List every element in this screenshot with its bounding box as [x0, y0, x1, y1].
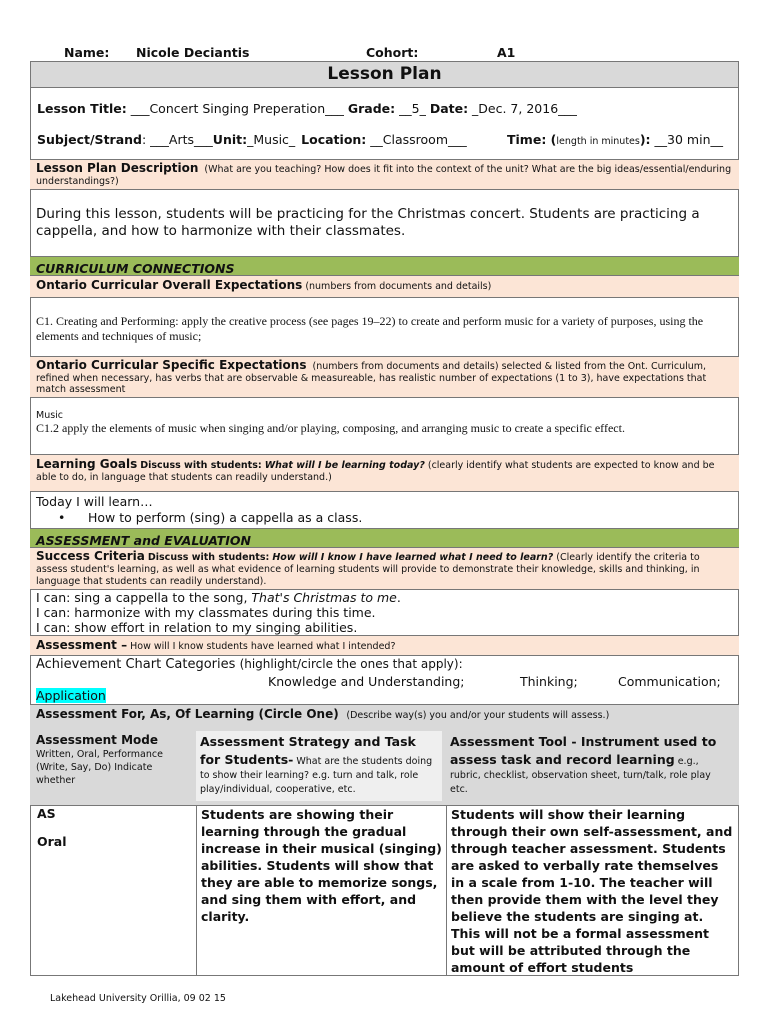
overall-header [30, 276, 739, 298]
success-note: (Clearly identify the criteria to assess student's learning, as well as what evidence of learning students will provide to demonstrate their knowledge, skills and thinking, in language that students can readily understand). [36, 552, 700, 587]
col1-note: Written, Oral, Performance (Write, Say, Do) Indicate whether [36, 749, 163, 786]
name-label: Name: [64, 45, 110, 60]
learning-goals-header [30, 454, 739, 492]
location-label: Location: [301, 132, 367, 147]
learning-goals-bold-note: Discuss with students: [140, 460, 262, 471]
specific-heading: Ontario Curricular Specific Expectations [36, 358, 307, 372]
subject-row [37, 132, 467, 147]
description-heading: Lesson Plan Description [36, 161, 199, 175]
location-value: __Classroom___ [366, 132, 467, 147]
category-knowledge: Knowledge and Understanding; [268, 674, 465, 689]
col1-header [36, 733, 190, 787]
overall-body: C1. Creating and Performing: apply the creative process (see pages 19–22) to create and perform music for a variety of purposes, using the elements and techniques of music; [36, 314, 704, 343]
criteria-1-suffix: . [396, 590, 401, 605]
frame-bottom [30, 975, 739, 976]
learning-goals-intro: Today I will learn… [36, 494, 153, 509]
subject-value: : ___Arts___ [142, 132, 213, 147]
time-row [507, 132, 723, 147]
assessment-note: How will I know students have learned what I intended? [130, 641, 396, 652]
footer: Lakehead University Orillia, 09 02 15 [50, 993, 226, 1004]
criteria-1-song: That's Christmas to me [251, 590, 397, 605]
date-label: Date: [429, 101, 469, 116]
specific-header [30, 356, 739, 398]
unit-label: Unit: [212, 132, 248, 147]
mode-cell [31, 806, 196, 976]
assessment-eval-header [30, 528, 739, 548]
specific-subject: Music [36, 410, 64, 421]
assessment-heading: Assessment – [36, 638, 128, 652]
grade-label: Grade: [347, 101, 396, 116]
col2-note: What are the students doing to show their learning? e.g. turn and talk, role play/individual, cooperative, etc. [200, 756, 433, 795]
criteria-1 [36, 590, 733, 605]
mode-as: AS [37, 806, 56, 821]
learning-goals-bullet-row [36, 510, 733, 526]
mode-oral: Oral [37, 834, 67, 849]
description-note: (What are you teaching? How does it fit into the context of the unit? What are the big ideas/essential/enduring understandings?) [36, 164, 732, 187]
success-criteria-header [30, 548, 739, 590]
overall-note: (numbers from documents and details) [305, 281, 492, 292]
strategy-cell [197, 806, 446, 976]
success-criteria-heading: Success Criteria [36, 549, 145, 563]
achievement-chart [30, 656, 739, 704]
category-communication: Communication; [618, 674, 721, 689]
overall-heading: Ontario Curricular Overall Expectations [36, 278, 303, 292]
col3-header [446, 731, 732, 801]
grade-value: __5_ [395, 101, 430, 116]
cohort-label: Cohort: [366, 45, 419, 60]
success-bold-note: Discuss with students: [147, 552, 270, 563]
category-thinking: Thinking; [520, 674, 578, 689]
learning-goals-question: What will I be learning today? [264, 460, 425, 471]
overall-body-cell [30, 298, 739, 356]
specific-body-cell [30, 398, 739, 454]
col2-header [196, 731, 442, 801]
achievement-heading-row [36, 657, 733, 672]
criteria-3: I can: show effort in relation to my singing abilities. [36, 620, 358, 635]
assessment-table-header [30, 704, 739, 806]
time-paren-close: ): [639, 132, 651, 147]
success-question: How will I know I have learned what I need to learn? [272, 552, 554, 563]
date-value: _Dec. 7, 2016___ [468, 101, 577, 116]
learning-goals-bullet: How to perform (sing) a cappella as a class. [88, 510, 363, 525]
category-application-row [36, 688, 106, 703]
learning-goals-heading: Learning Goals [36, 457, 138, 471]
lesson-title-label: Lesson Title: [37, 101, 127, 116]
criteria-1-prefix: I can: sing a cappella to the song, [36, 590, 252, 605]
page-title: Lesson Plan [327, 64, 442, 84]
assessment-header [30, 635, 739, 656]
lesson-title-value: ___Concert Singing Preperation___ [126, 101, 348, 116]
learning-goals-body [30, 492, 739, 528]
criteria-2: I can: harmonize with my classmates during this time. [36, 605, 376, 620]
col3-heading: Assessment Tool - Instrument used to assess task and record learning [450, 734, 717, 767]
for-as-of-heading: Assessment For, As, Of Learning (Circle One) [36, 707, 339, 721]
cohort-value: A1 [497, 45, 516, 60]
time-value: __30 min__ [650, 132, 723, 147]
specific-body: C1.2 apply the elements of music when singing and/or playing, composing, and arranging music to create a specific effect. [36, 421, 625, 435]
achievement-heading: Achievement Chart Categories [36, 657, 236, 672]
learning-goals-note: (clearly identify what students are expected to know and be able to do, in language that students can readily understand.) [36, 460, 715, 483]
tool-text: Students will show their learning through their own self-assessment, and through teacher assessment. Students are asked to verbally rate themselves in a scale from 1-10. The teacher will then provide them with the level they believe the students are singing at. This will not be a formal assessment but will be attributed through the amount of effort students [451, 807, 733, 975]
for-as-of-row [36, 707, 609, 721]
bullet-icon: • [58, 510, 66, 525]
unit-value: _Music_ [247, 132, 300, 147]
achievement-note: (highlight/circle the ones that apply): [239, 657, 463, 671]
col3-note: e.g., rubric, checklist, observation sheet, turn/talk, role play etc. [450, 756, 711, 795]
col1-heading: Assessment Mode [36, 733, 159, 747]
tool-cell [447, 806, 738, 976]
time-paren-open: ( [546, 132, 557, 147]
description-body: During this lesson, students will be practicing for the Christmas concert. Students are practicing a cappella, and how to harmonize with their classmates. [36, 206, 700, 239]
lesson-title-row [37, 101, 577, 116]
specific-note: (numbers from documents and details) selected & listed from the Ont. Curriculum, refined when necessary, has verbs that are observable & measureable, has realistic number of expectations (1 to 3), have expectations that match assessment [36, 361, 707, 395]
for-as-of-note: (Describe way(s) you and/or your students will assess.) [346, 710, 610, 721]
description-body-cell [30, 190, 739, 256]
time-label: Time: [507, 132, 547, 147]
curriculum-heading: CURRICULUM CONNECTIONS [36, 261, 235, 276]
subject-label: Subject/Strand [37, 132, 142, 147]
time-note: length in minutes [556, 136, 640, 147]
name-value: Nicole Deciantis [136, 45, 250, 60]
col2-heading: Assessment Strategy and Task for Students- [200, 734, 416, 767]
description-header [30, 159, 739, 190]
title-bar [30, 61, 739, 88]
category-application: Application [36, 688, 106, 703]
assessment-eval-heading: ASSESSMENT and EVALUATION [36, 533, 251, 548]
success-criteria-body [30, 590, 739, 635]
strategy-text: Students are showing their learning through the gradual increase in their musical (singing) abilities. Students will show that they are able to memorize songs, and sing them with effort, and clarity. [201, 807, 442, 924]
curriculum-header [30, 256, 739, 276]
